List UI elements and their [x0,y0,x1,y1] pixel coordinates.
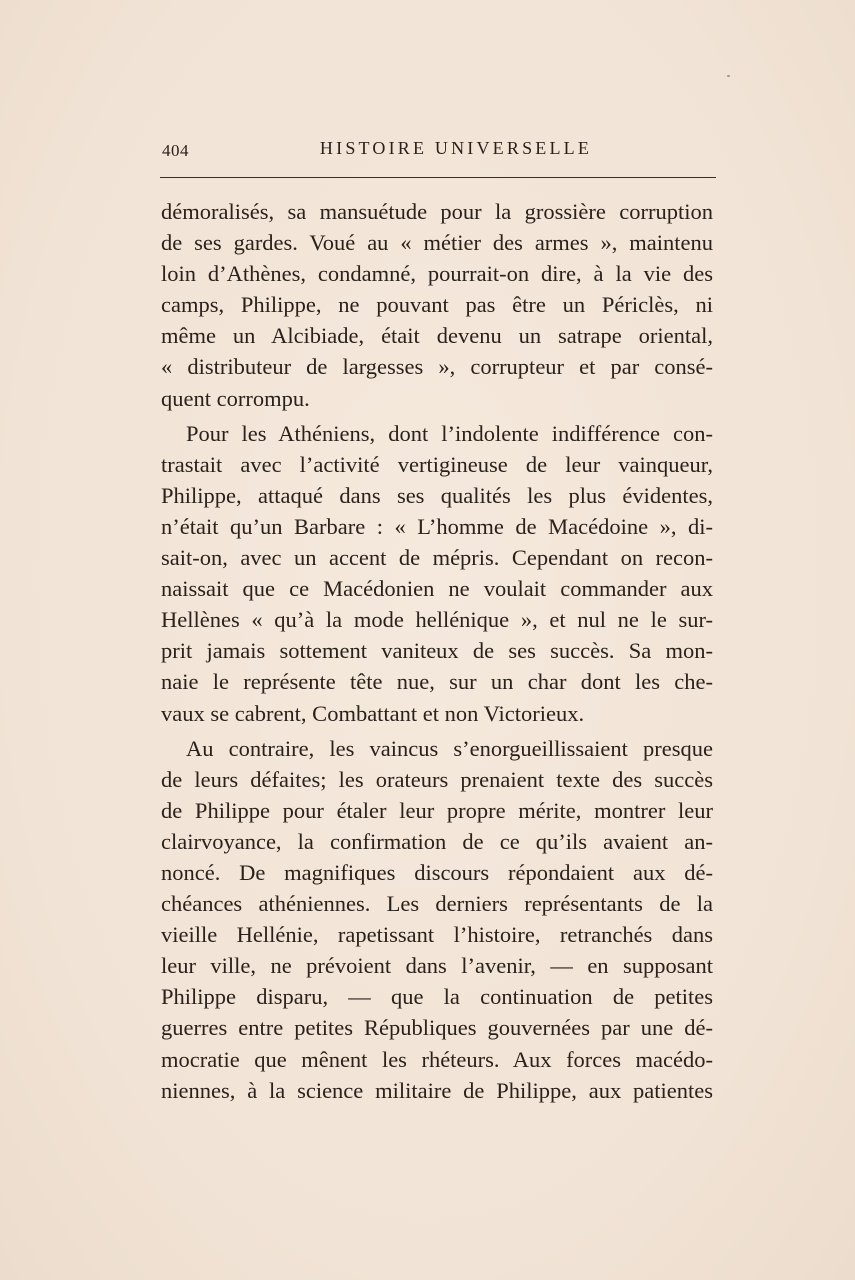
text-line: prit jamais sottement vaniteux de ses succès. Sa mon- [161,638,713,664]
text-line: Au contraire, les vaincus s’enorgueillissaient presque [186,735,713,761]
paragraph-3 [161,733,713,1106]
text-line: mocratie que mênent les rhéteurs. Aux forces macédo- [161,1046,713,1072]
text-line: clairvoyance, la confirmation de ce qu’ils avaient an- [161,828,713,854]
text-line: « distributeur de largesses », corrupteur et par consé- [161,354,713,380]
paragraph-2 [161,418,713,729]
text-body [161,196,713,1106]
text-line: vieille Hellénie, rapetissant l’histoire, retranchés dans [161,922,713,948]
text-line: de ses gardes. Voué au « métier des armes », maintenu [161,230,713,256]
text-line: vaux se cabrent, Combattant et non Victorieux. [161,700,585,726]
header-rule [160,177,716,178]
text-line: loin d’Athènes, condamné, pourrait-on dire, à la vie des [161,261,713,287]
page-header [162,138,714,168]
text-line: Philippe, attaqué dans ses qualités les plus évidentes, [161,482,713,508]
text-line: guerres entre petites Républiques gouvernées par une dé- [161,1015,713,1041]
text-line: même un Alcibiade, était devenu un satrape oriental, [161,323,713,349]
text-line: naissait que ce Macédonien ne voulait commander aux [161,576,713,602]
text-line: leur ville, ne prévoient dans l’avenir, — en supposant [161,953,713,979]
text-line: quent corrompu. [161,385,310,411]
text-line: Philippe disparu, — que la continuation de petites [161,984,713,1010]
text-line: chéances athéniennes. Les derniers représentants de la [161,891,713,917]
text-line: noncé. De magnifiques discours répondaient aux dé- [161,859,713,885]
text-line: Hellènes « qu’à la mode hellénique », et nul ne le sur- [161,607,713,633]
text-line: naie le représente tête nue, sur un char dont les che- [161,669,713,695]
paragraph-1 [161,196,713,414]
text-line: camps, Philippe, ne pouvant pas être un Périclès, ni [161,292,713,318]
text-line: démoralisés, sa mansuétude pour la grossière corruption [161,199,713,224]
text-line: de leurs défaites; les orateurs prenaient texte des succès [161,766,713,792]
text-line: n’était qu’un Barbare : « L’homme de Macédoine », di- [161,513,713,539]
paper-speck [727,75,730,77]
text-line: Pour les Athéniens, dont l’indolente indifférence con- [186,420,713,446]
running-title: HISTOIRE UNIVERSELLE [319,138,593,158]
text-line: sait-on, avec un accent de mépris. Cependant on recon- [161,545,713,571]
text-line: trastait avec l’activité vertigineuse de leur vainqueur, [161,451,713,477]
text-line: niennes, à la science militaire de Philippe, aux patientes [161,1077,713,1103]
text-line: de Philippe pour étaler leur propre mérite, montrer leur [161,797,713,823]
page-number: 404 [162,141,189,160]
